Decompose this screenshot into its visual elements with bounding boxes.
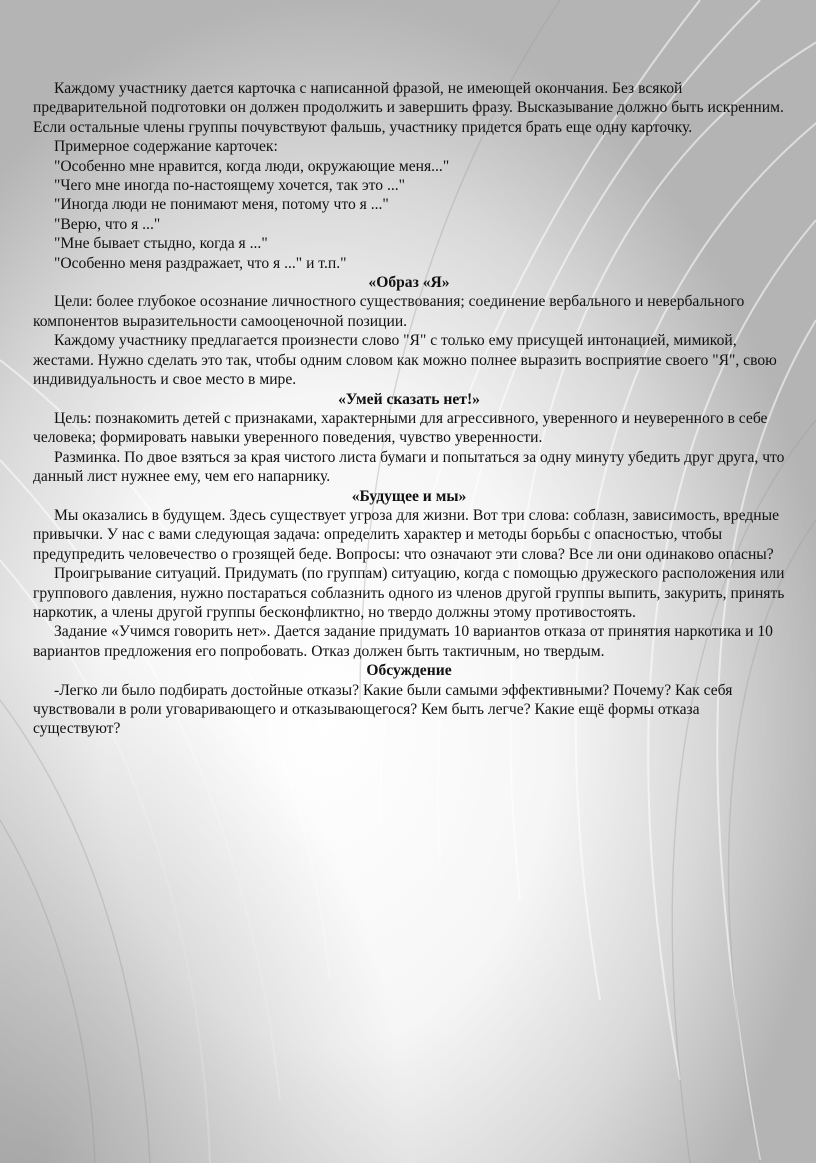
card-example: "Чего мне иногда по-настоящему хочется, так это ..." <box>54 177 406 195</box>
exercise-paragraph: Каждому участнику предлагается произнести слово "Я" с только ему присущей интонацией, мимикой, жестами. Нужно сделать это так, чтобы одним словом как можно полнее выразить восприятие своего "Я", свою индивидуальность и свое место в мире. <box>33 332 777 389</box>
goals-paragraph: Цели: более глубокое осознание личностного существования; соединение вербального и невербального компонентов выразительности самооценочной позиции. <box>33 293 745 330</box>
intro-paragraph: Каждому участнику дается карточка с написанной фразой, не имеющей окончания. Без всякой предварительной подготовки он должен продолжить и завершить фразу. Высказывание должно быть искренним. Если остальные члены группы почувствуют фальшь, участнику придется брать еще одну карточку. <box>33 80 784 136</box>
card-example: "Особенно меня раздражает, что я ..." и т.п." <box>54 254 347 272</box>
document-body <box>33 79 785 739</box>
discussion-paragraph: -Легко ли было подбирать достойные отказы? Какие были самыми эффективными? Почему? Как себя чувствовали в роли уговаривающего и отказывающегося? Кем быть легче? Какие ещё формы отказа существуют? <box>33 681 733 738</box>
heading-budushchee-i-my: «Будущее и мы» <box>351 487 467 505</box>
goal-paragraph: Цель: познакомить детей с признаками, характерными для агрессивного, уверенного и неуверенного в себе человека; формировать навыки уверенного поведения, чувство уверенности. <box>33 409 768 447</box>
heading-obraz-ya: «Образ «Я» <box>368 274 450 292</box>
future-paragraph: Мы оказались в будущем. Здесь существует угроза для жизни. Вот три слова: соблазн, зависимость, вредные привычки. У нас с вами следующая задача: определить характер и методы борьбы с опасностью, чтобы предупредить человечество о грозящей беде. Вопросы: что означают эти слова? Все ли они одинаково опасны? <box>33 506 779 563</box>
card-example: "Иногда люди не понимают меня, потому что я ..." <box>54 196 389 214</box>
card-example: "Мне бывает стыдно, когда я ..." <box>54 235 268 253</box>
heading-umei-skazat-net: «Умей сказать нет!» <box>338 390 480 408</box>
warmup-paragraph: Разминка. По двое взяться за края чистого листа бумаги и попытаться за одну минуту убедить друг друга, что данный лист нужнее ему, чем его напарнику. <box>33 448 785 486</box>
cards-intro: Примерное содержание карточек: <box>54 138 278 156</box>
situations-paragraph: Проигрывание ситуаций. Придумать (по группам) ситуацию, когда с помощью дружеского расположения или группового давления, нужно постараться соблазнить одного из членов другой группы выпить, закурить, принять наркотик, а члены другой группы бесконфликтно, но твердо должны этому противостоять. <box>33 565 785 621</box>
heading-obsuzhdenie: Обсуждение <box>366 662 452 680</box>
task-paragraph: Задание «Учимся говорить нет». Дается задание придумать 10 вариантов отказа от принятия наркотика и 10 вариантов предложения его попробовать. Отказ должен быть тактичным, но твердым. <box>33 623 773 660</box>
card-example: "Особенно мне нравится, когда люди, окружающие меня..." <box>54 157 450 175</box>
card-example: "Верю, что я ..." <box>54 215 161 233</box>
